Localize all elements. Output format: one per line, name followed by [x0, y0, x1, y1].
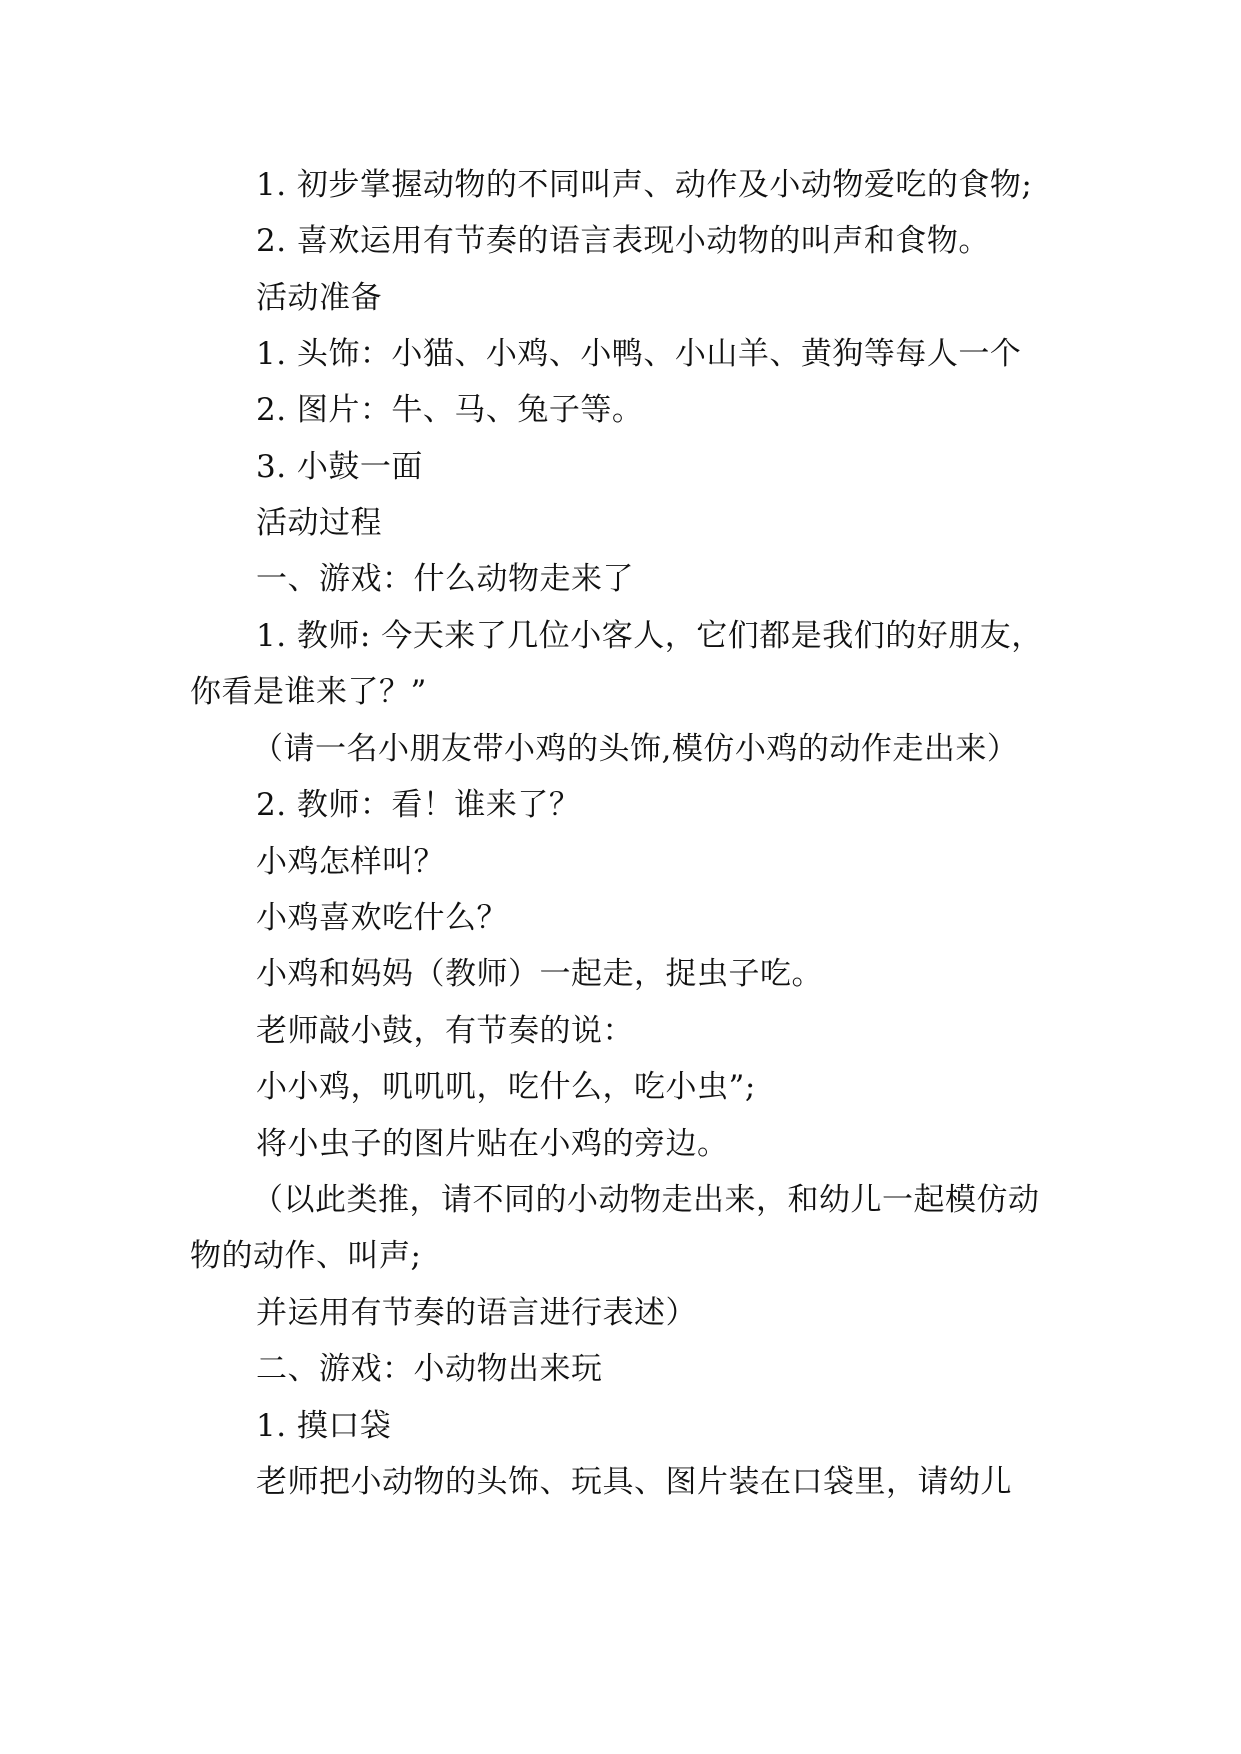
activity-drum: 老师敲小鼓，有节奏的说： — [256, 1013, 634, 1049]
section-heading-preparation: 活动准备 — [256, 280, 382, 316]
preparation-item-1: 1. 头饰：小猫、小鸡、小鸭、小山羊、黄狗等每人一个 — [256, 336, 1022, 372]
section-heading-process: 活动过程 — [256, 505, 382, 541]
game-1-step-1: 1. 教师: 今天来了几位小客人，它们都是我们的好朋友，你看是谁来了？” — [190, 618, 1043, 710]
activity-walk: 小鸡和妈妈（教师）一起走，捉虫子吃。 — [256, 956, 823, 992]
game-2-description: 老师把小动物的头饰、玩具、图片装在口袋里，请幼儿 — [256, 1464, 1012, 1500]
game-1-note: （请一名小朋友带小鸡的头饰,模仿小鸡的动作走出来） — [252, 731, 1019, 767]
activity-analogy-note: （以此类推，请不同的小动物走出来，和幼儿一起模仿动物的动作、叫声; — [190, 1182, 1040, 1274]
activity-expression: 并运用有节奏的语言进行表述） — [256, 1295, 697, 1331]
game-1-step-2: 2. 教师：看！谁来了？ — [256, 787, 581, 823]
preparation-item-3: 3. 小鼓一面 — [256, 449, 423, 485]
question-chick-food: 小鸡喜欢吃什么？ — [256, 900, 508, 936]
objective-2: 2. 喜欢运用有节奏的语言表现小动物的叫声和食物。 — [256, 223, 990, 259]
game-1-heading: 一、游戏：什么动物走来了 — [256, 561, 634, 597]
preparation-item-2: 2. 图片：牛、马、兔子等。 — [256, 392, 644, 428]
question-chick-sound: 小鸡怎样叫？ — [256, 844, 445, 880]
game-2-step-1: 1. 摸口袋 — [256, 1408, 392, 1444]
game-2-heading: 二、游戏：小动物出来玩 — [256, 1351, 603, 1387]
rhyme-chick: 小小鸡，叽叽叽，吃什么，吃小虫”; — [256, 1069, 756, 1105]
activity-picture: 将小虫子的图片贴在小鸡的旁边。 — [256, 1126, 729, 1162]
objective-1: 1. 初步掌握动物的不同叫声、动作及小动物爱吃的食物; — [256, 167, 1033, 203]
